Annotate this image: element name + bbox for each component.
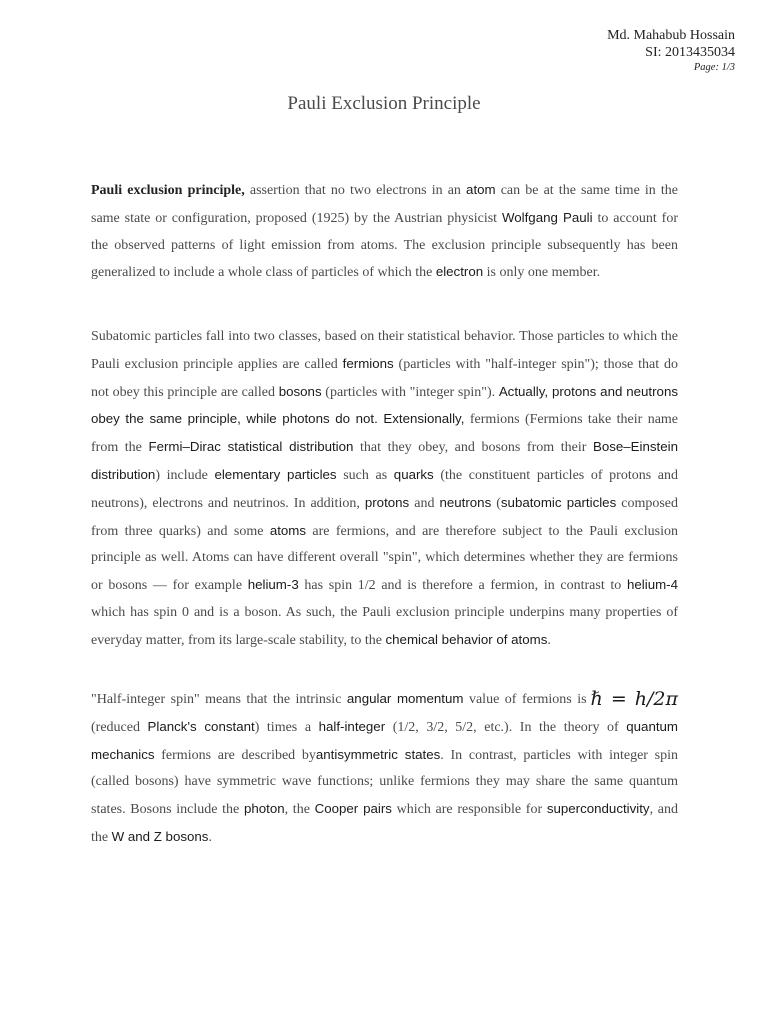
paragraph-1 bbox=[91, 177, 678, 287]
text: and bbox=[409, 495, 440, 511]
link-quarks[interactable]: quarks bbox=[393, 466, 434, 482]
text: is only one member. bbox=[483, 265, 601, 281]
text: Subatomic particles fall into two classes, based on their statistical behavior. Those particles to which the Pauli exclusion principle applies are called bbox=[91, 329, 678, 372]
author-name: Md. Mahabub Hossain bbox=[607, 28, 735, 43]
link-photon[interactable]: photon bbox=[243, 801, 285, 817]
text: ) include bbox=[155, 467, 215, 483]
page-number: Page: 1/3 bbox=[693, 62, 735, 73]
link-wolfgang-pauli[interactable]: Wolfgang Pauli bbox=[501, 209, 593, 225]
link-bose-einstein[interactable]: Bose–Einstein distribution bbox=[91, 439, 678, 482]
link-fermi-dirac[interactable]: Fermi–Dirac statistical distribution bbox=[148, 439, 354, 455]
paragraph-2 bbox=[91, 324, 678, 655]
link-quantum-mechanics[interactable]: quantum mechanics bbox=[91, 718, 679, 762]
text: . In contrast, particles with integer spin (called bosons) have symmetric wave functions; unlike fermions they may share the same quantum states. Bosons include the bbox=[91, 747, 679, 818]
text: which are responsible for bbox=[391, 802, 547, 818]
text: . bbox=[208, 829, 212, 845]
link-fermions[interactable]: fermions bbox=[342, 355, 394, 371]
text: that they obey, and bosons from their bbox=[353, 440, 593, 456]
document-title: Pauli Exclusion Principle bbox=[287, 93, 481, 114]
link-plancks-constant[interactable]: Planck's constant bbox=[147, 718, 255, 734]
link-antisymmetric-states[interactable]: antisymmetric states bbox=[315, 746, 441, 762]
text: . bbox=[547, 632, 551, 648]
link-bosons[interactable]: bosons bbox=[278, 383, 322, 399]
text: assertion that no two electrons in an bbox=[244, 183, 467, 198]
link-actually[interactable]: Actually, protons and neutrons obey the same principle, while photons do not. Extensionally, bbox=[91, 383, 678, 427]
text: (the constituent particles of protons and neutrons), electrons and neutrinos. In addition, bbox=[91, 467, 679, 511]
text: , and the bbox=[91, 802, 678, 845]
text: which has spin 0 and is a boson. As such, the Pauli exclusion principle underpins many properties of everyday matter, from its large-scale stability, to the bbox=[91, 604, 678, 648]
text: to account for the observed patterns of light emission from atoms. The exclusion principle subsequently has been generalized to include a whole class of particles of which the bbox=[91, 210, 678, 281]
link-cooper-pairs[interactable]: Cooper pairs bbox=[314, 801, 392, 817]
link-atom[interactable]: atom bbox=[466, 182, 496, 197]
link-angular-momentum[interactable]: angular momentum bbox=[346, 691, 464, 706]
link-protons[interactable]: protons bbox=[364, 494, 410, 510]
page-header bbox=[607, 27, 735, 75]
link-electron[interactable]: electron bbox=[435, 264, 484, 280]
link-subatomic-particles[interactable]: subatomic particles bbox=[500, 494, 617, 510]
text: value of fermions is bbox=[463, 692, 587, 707]
text: has spin 1/2 and is therefore a fermion, in contrast to bbox=[298, 578, 627, 594]
link-elementary-particles[interactable]: elementary particles bbox=[214, 466, 337, 482]
text: are fermions, and are therefore subject to the Pauli exclusion principle as well. Atoms can have different overall "spin", which determines whether they are fermions or bosons — for example bbox=[91, 523, 678, 594]
text: fermions (Fermions take their name from the bbox=[91, 412, 679, 456]
paragraph-3 bbox=[91, 684, 678, 852]
text: "Half-integer spin" means that the intrinsic bbox=[91, 692, 347, 707]
link-atoms[interactable]: atoms bbox=[269, 522, 307, 538]
text: (reduced bbox=[91, 719, 148, 735]
math-formula: ℏ = h/2π bbox=[590, 688, 678, 710]
text: (particles with "half-integer spin"); those that do not obey this principle are called bbox=[91, 356, 678, 400]
text: fermions are described by bbox=[154, 747, 316, 763]
link-w-and-z-bosons[interactable]: W and Z bosons bbox=[111, 828, 209, 844]
text: can be at the same time in the same state or configuration, proposed (1925) by the Austrian physicist bbox=[91, 183, 678, 226]
link-helium-4[interactable]: helium-4 bbox=[627, 577, 678, 593]
link-neutrons[interactable]: neutrons bbox=[439, 494, 492, 510]
link-superconductivity[interactable]: superconductivity bbox=[546, 801, 650, 817]
link-chemical-behavior[interactable]: chemical behavior of atoms bbox=[385, 631, 548, 647]
link-half-integer[interactable]: half-integer bbox=[318, 718, 386, 734]
text: (particles with "integer spin"). bbox=[321, 384, 499, 400]
link-helium-3[interactable]: helium-3 bbox=[247, 577, 299, 593]
text: ) times a bbox=[254, 719, 319, 735]
text: ( bbox=[491, 495, 501, 511]
student-id: SI: 2013435034 bbox=[645, 45, 735, 60]
lead-term: Pauli exclusion principle, bbox=[91, 183, 245, 198]
text: , the bbox=[284, 802, 315, 818]
text: composed from three quarks) and some bbox=[91, 495, 679, 539]
text: (1/2, 3/2, 5/2, etc.). In the theory of bbox=[385, 719, 627, 735]
text: such as bbox=[336, 467, 394, 483]
